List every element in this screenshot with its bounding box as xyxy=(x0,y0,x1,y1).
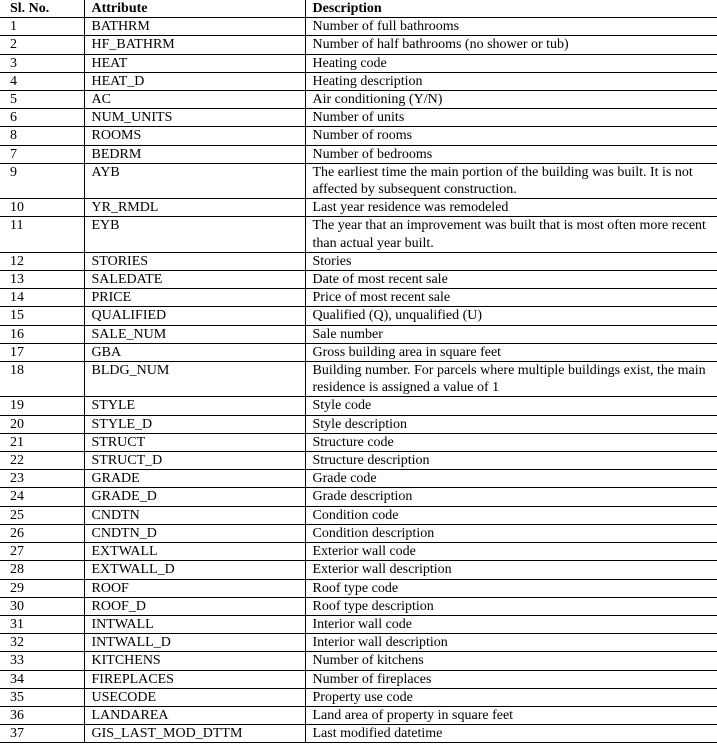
table-row xyxy=(0,634,717,652)
cell-sl-no: 33 xyxy=(0,652,84,670)
cell-sl-no: 1 xyxy=(0,18,84,36)
cell-attribute: NUM_UNITS xyxy=(84,109,305,127)
cell-attribute: HEAT xyxy=(84,54,305,72)
cell-description: Grade code xyxy=(305,470,717,488)
table-row xyxy=(0,615,717,633)
cell-description: Grade description xyxy=(305,488,717,506)
cell-attribute: INTWALL_D xyxy=(84,634,305,652)
cell-sl-no: 24 xyxy=(0,488,84,506)
cell-description: Property use code xyxy=(305,688,717,706)
cell-sl-no: 9 xyxy=(0,163,84,198)
table-row xyxy=(0,488,717,506)
cell-attribute: GRADE xyxy=(84,470,305,488)
cell-attribute: PRICE xyxy=(84,289,305,307)
cell-attribute: FIREPLACES xyxy=(84,670,305,688)
cell-sl-no: 22 xyxy=(0,452,84,470)
cell-description: Style code xyxy=(305,397,717,415)
cell-attribute: STRUCT_D xyxy=(84,452,305,470)
cell-sl-no: 37 xyxy=(0,725,84,743)
cell-description: Price of most recent sale xyxy=(305,289,717,307)
cell-sl-no: 29 xyxy=(0,579,84,597)
cell-sl-no: 13 xyxy=(0,271,84,289)
cell-description: Number of full bathrooms xyxy=(305,18,717,36)
cell-sl-no: 23 xyxy=(0,470,84,488)
cell-sl-no: 28 xyxy=(0,561,84,579)
table-row xyxy=(0,688,717,706)
cell-attribute: STYLE xyxy=(84,397,305,415)
cell-description: Roof type description xyxy=(305,597,717,615)
cell-attribute: STORIES xyxy=(84,252,305,270)
table-row xyxy=(0,289,717,307)
cell-sl-no: 30 xyxy=(0,597,84,615)
cell-sl-no: 5 xyxy=(0,91,84,109)
cell-description: Structure description xyxy=(305,452,717,470)
cell-description: Number of kitchens xyxy=(305,652,717,670)
cell-attribute: GIS_LAST_MOD_DTTM xyxy=(84,725,305,743)
table-row xyxy=(0,524,717,542)
cell-sl-no: 16 xyxy=(0,325,84,343)
table-row xyxy=(0,252,717,270)
table-row xyxy=(0,199,717,217)
cell-attribute: AYB xyxy=(84,163,305,198)
cell-attribute: STYLE_D xyxy=(84,415,305,433)
cell-description: Land area of property in square feet xyxy=(305,706,717,724)
cell-description: Last year residence was remodeled xyxy=(305,199,717,217)
cell-attribute: LANDAREA xyxy=(84,706,305,724)
cell-sl-no: 17 xyxy=(0,343,84,361)
table-row xyxy=(0,72,717,90)
cell-sl-no: 11 xyxy=(0,217,84,252)
cell-description: Gross building area in square feet xyxy=(305,343,717,361)
header-attribute: Attribute xyxy=(84,0,305,18)
cell-attribute: CNDTN xyxy=(84,506,305,524)
cell-description: The earliest time the main portion of the building was built. It is not affected by subsequent construction. xyxy=(305,163,717,198)
cell-description: Condition code xyxy=(305,506,717,524)
cell-description: Sale number xyxy=(305,325,717,343)
table-row xyxy=(0,652,717,670)
cell-attribute: GBA xyxy=(84,343,305,361)
cell-sl-no: 32 xyxy=(0,634,84,652)
cell-sl-no: 19 xyxy=(0,397,84,415)
cell-attribute: SALE_NUM xyxy=(84,325,305,343)
table-row xyxy=(0,597,717,615)
cell-attribute: ROOF_D xyxy=(84,597,305,615)
cell-sl-no: 27 xyxy=(0,543,84,561)
table-row xyxy=(0,452,717,470)
cell-description: Interior wall description xyxy=(305,634,717,652)
cell-sl-no: 34 xyxy=(0,670,84,688)
cell-description: Heating code xyxy=(305,54,717,72)
table-row xyxy=(0,307,717,325)
cell-sl-no: 4 xyxy=(0,72,84,90)
cell-attribute: INTWALL xyxy=(84,615,305,633)
cell-description: Number of half bathrooms (no shower or tub) xyxy=(305,36,717,54)
table-row xyxy=(0,433,717,451)
cell-sl-no: 36 xyxy=(0,706,84,724)
cell-sl-no: 8 xyxy=(0,127,84,145)
table-row xyxy=(0,217,717,252)
cell-attribute: AC xyxy=(84,91,305,109)
cell-sl-no: 15 xyxy=(0,307,84,325)
cell-attribute: QUALIFIED xyxy=(84,307,305,325)
cell-attribute: EXTWALL_D xyxy=(84,561,305,579)
cell-description: Stories xyxy=(305,252,717,270)
cell-attribute: ROOMS xyxy=(84,127,305,145)
cell-attribute: BEDRM xyxy=(84,145,305,163)
cell-description: Structure code xyxy=(305,433,717,451)
cell-description: Roof type code xyxy=(305,579,717,597)
table-row xyxy=(0,18,717,36)
cell-description: Date of most recent sale xyxy=(305,271,717,289)
cell-sl-no: 2 xyxy=(0,36,84,54)
cell-description: Heating description xyxy=(305,72,717,90)
cell-description: Number of rooms xyxy=(305,127,717,145)
table-row xyxy=(0,127,717,145)
table-row xyxy=(0,579,717,597)
cell-description: Condition description xyxy=(305,524,717,542)
table-row xyxy=(0,362,717,397)
table-row xyxy=(0,36,717,54)
cell-description: Exterior wall code xyxy=(305,543,717,561)
cell-attribute: BLDG_NUM xyxy=(84,362,305,397)
cell-sl-no: 35 xyxy=(0,688,84,706)
cell-description: Building number. For parcels where multiple buildings exist, the main residence is assigned a value of 1 xyxy=(305,362,717,397)
table-row xyxy=(0,397,717,415)
table-header-row xyxy=(0,0,717,18)
cell-attribute: BATHRM xyxy=(84,18,305,36)
cell-attribute: CNDTN_D xyxy=(84,524,305,542)
cell-attribute: EXTWALL xyxy=(84,543,305,561)
cell-sl-no: 7 xyxy=(0,145,84,163)
cell-description: Qualified (Q), unqualified (U) xyxy=(305,307,717,325)
table-row xyxy=(0,706,717,724)
cell-attribute: HF_BATHRM xyxy=(84,36,305,54)
cell-attribute: EYB xyxy=(84,217,305,252)
cell-description: Number of fireplaces xyxy=(305,670,717,688)
cell-description: Exterior wall description xyxy=(305,561,717,579)
cell-attribute: STRUCT xyxy=(84,433,305,451)
cell-attribute: HEAT_D xyxy=(84,72,305,90)
table-row xyxy=(0,543,717,561)
cell-attribute: KITCHENS xyxy=(84,652,305,670)
table-row xyxy=(0,343,717,361)
cell-sl-no: 21 xyxy=(0,433,84,451)
cell-description: Number of units xyxy=(305,109,717,127)
cell-sl-no: 31 xyxy=(0,615,84,633)
cell-sl-no: 10 xyxy=(0,199,84,217)
header-sl-no: Sl. No. xyxy=(0,0,84,18)
cell-attribute: GRADE_D xyxy=(84,488,305,506)
cell-description: The year that an improvement was built that is most often more recent than actual year built. xyxy=(305,217,717,252)
table-row xyxy=(0,271,717,289)
header-description: Description xyxy=(305,0,717,18)
cell-sl-no: 25 xyxy=(0,506,84,524)
cell-description: Interior wall code xyxy=(305,615,717,633)
table-row xyxy=(0,109,717,127)
table-row xyxy=(0,561,717,579)
cell-sl-no: 20 xyxy=(0,415,84,433)
table-row xyxy=(0,415,717,433)
table-row xyxy=(0,670,717,688)
table-row xyxy=(0,725,717,743)
table-row xyxy=(0,54,717,72)
cell-sl-no: 6 xyxy=(0,109,84,127)
cell-attribute: USECODE xyxy=(84,688,305,706)
cell-description: Style description xyxy=(305,415,717,433)
cell-attribute: YR_RMDL xyxy=(84,199,305,217)
table-row xyxy=(0,145,717,163)
table-row xyxy=(0,470,717,488)
cell-description: Air conditioning (Y/N) xyxy=(305,91,717,109)
table-body xyxy=(0,18,717,743)
cell-sl-no: 14 xyxy=(0,289,84,307)
cell-sl-no: 3 xyxy=(0,54,84,72)
cell-attribute: SALEDATE xyxy=(84,271,305,289)
cell-description: Number of bedrooms xyxy=(305,145,717,163)
table-row xyxy=(0,325,717,343)
cell-sl-no: 26 xyxy=(0,524,84,542)
table-row xyxy=(0,91,717,109)
cell-attribute: ROOF xyxy=(84,579,305,597)
cell-description: Last modified datetime xyxy=(305,725,717,743)
cell-sl-no: 12 xyxy=(0,252,84,270)
table-row xyxy=(0,506,717,524)
cell-sl-no: 18 xyxy=(0,362,84,397)
table-row xyxy=(0,163,717,198)
